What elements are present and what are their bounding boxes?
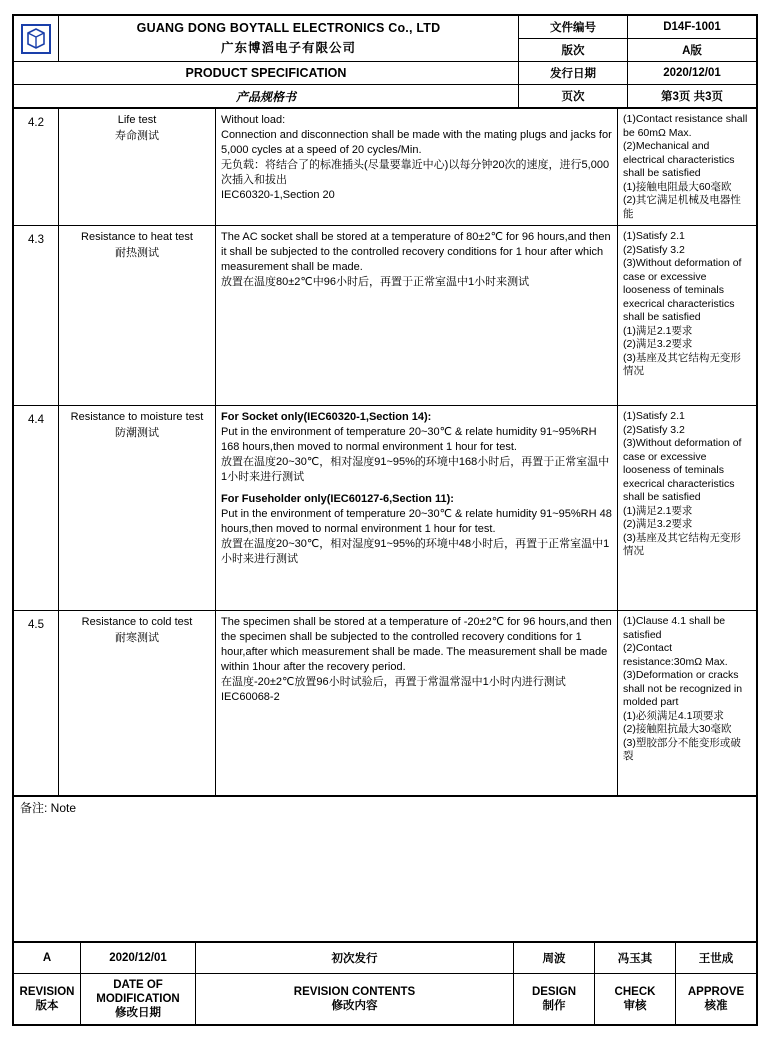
revision-date-value: 2020/12/01	[81, 943, 196, 974]
revision-label	[14, 974, 81, 1025]
test-item-name-cn: 耐寒测试	[115, 632, 159, 644]
revision-block	[13, 942, 757, 1025]
revision-label-cn: 版本	[35, 1000, 59, 1012]
test-item-name-cn: 寿命测试	[115, 130, 159, 142]
doc-no-value: D14F-1001	[628, 16, 757, 39]
test-method-paragraph: For Socket only(IEC60320-1,Section 14):	[221, 411, 432, 423]
document-header	[13, 15, 757, 108]
approve-signature: 王世成	[676, 943, 757, 974]
test-requirement-line: (2)其它满足机械及电器性能	[623, 194, 741, 220]
test-requirement-line: (3)Without deformation of case or excessive looseness of teminals execrical characteristics shall be satisfied	[623, 437, 742, 503]
revision-contents-value: 初次发行	[196, 943, 514, 974]
test-requirement-line: (3)塑胶部分不能变形或破裂	[623, 736, 741, 762]
test-item-number-text: 4.3	[28, 234, 44, 246]
test-item-name-en: Resistance to heat test	[81, 231, 193, 243]
test-requirement-line: (3)基座及其它结构无变形情况	[623, 531, 741, 557]
design-label-cn: 制作	[542, 1000, 566, 1012]
date-label	[81, 974, 196, 1025]
revision-values-row	[14, 943, 757, 974]
test-item-name-cn: 耐热测试	[115, 247, 159, 259]
test-requirement	[618, 226, 757, 406]
test-item-number-text: 4.4	[28, 414, 44, 426]
test-requirement	[618, 406, 757, 611]
test-requirement-line: (2)满足3.2要求	[623, 518, 693, 530]
test-requirement-line: (2)Satisfy 3.2	[623, 423, 685, 436]
test-item-name	[59, 406, 216, 611]
test-requirement-line: (1)Clause 4.1 shall be satisfied	[623, 615, 726, 641]
note-label	[14, 797, 757, 942]
approve-label-cn: 核准	[704, 1000, 728, 1012]
test-requirement-line: (1)Satisfy 2.1	[623, 410, 685, 422]
test-method-paragraph: Without load:	[221, 114, 286, 126]
test-method-description	[216, 226, 618, 406]
check-label-en: CHECK	[614, 986, 656, 998]
page-label: 页次	[519, 85, 628, 108]
test-item-name	[59, 611, 216, 796]
issue-date-value: 2020/12/01	[628, 62, 757, 85]
date-label-cn: 修改日期	[115, 1007, 161, 1019]
test-item-row	[14, 109, 757, 226]
boytall-logo-icon	[21, 24, 51, 54]
test-item-number-text: 4.2	[28, 117, 44, 129]
issue-date-label: 发行日期	[519, 62, 628, 85]
check-signature: 冯玉其	[595, 943, 676, 974]
test-method-paragraph: Connection and disconnection shall be made with the mating plugs and jacks for 5,000 cycles at a speed of 20 cycles/Min.	[221, 129, 612, 156]
test-method-paragraph: The AC socket shall be stored at a temperature of 80±2℃ for 96 hours,and then it shall be subjected to the controlled recovery conditions for 1 hour after which measurement shall be made.	[221, 231, 611, 273]
test-item-number-text: 4.5	[28, 619, 44, 631]
test-item-name	[59, 109, 216, 226]
test-item-name-en: Resistance to moisture test	[70, 411, 204, 423]
test-requirement-line: (2)Mechanical and electrical characteristics shall be satisfied	[623, 140, 735, 179]
company-name	[59, 16, 519, 62]
test-requirement-line: (3)Without deformation of case or excessive looseness of teminals execrical characteristics shall be satisfied	[623, 257, 742, 323]
design-label-en: DESIGN	[531, 986, 577, 998]
version-label: 版次	[519, 39, 628, 62]
document-title-cn: 产品规格书	[14, 85, 519, 108]
test-method-paragraph: IEC60068-2	[221, 691, 280, 703]
document-title-en: PRODUCT SPECIFICATION	[14, 62, 519, 85]
test-item-name-cn: 防潮测试	[115, 427, 159, 439]
test-method-description	[216, 611, 618, 796]
revision-label-en: REVISION	[19, 986, 75, 998]
approve-label-en: APPROVE	[687, 986, 745, 998]
test-method-paragraph: 放置在温度20~30℃，相对湿度91~95%的环境中48小时后，再置于正常室温中1小时来进行测试	[221, 538, 610, 565]
test-method-paragraph: For Fuseholder only(IEC60127-6,Section 11):	[221, 493, 454, 505]
doc-no-label: 文件编号	[519, 16, 628, 39]
test-item-name-en: Life test	[117, 114, 157, 126]
company-name-cn: 广东博滔电子有限公司	[220, 41, 356, 55]
page-value: 第3页 共3页	[628, 85, 757, 108]
test-requirement-line: (2)满足3.2要求	[623, 338, 693, 350]
test-method-description	[216, 109, 618, 226]
specification-sheet	[12, 14, 758, 1026]
revision-header-row	[14, 974, 757, 1025]
test-requirement-line: (1)满足2.1要求	[623, 504, 693, 517]
revision-value: A	[14, 943, 81, 974]
test-requirement-line: (3)Deformation or cracks shall not be recognized in molded part	[623, 669, 743, 708]
test-method-paragraph: 在温度-20±2℃放置96小时试验后，再置于常温常湿中1小时内进行测试	[221, 676, 566, 688]
contents-label-en: REVISION CONTENTS	[293, 986, 416, 998]
test-requirement	[618, 611, 757, 796]
test-item-row	[14, 226, 757, 406]
test-method-paragraph: 放置在温度80±2℃中96小时后，再置于正常室温中1小时来测试	[221, 276, 530, 288]
test-item-name	[59, 226, 216, 406]
test-method-paragraph: 无负载：将结合了的标准插头(尽量要靠近中心)以每分钟20次的速度，进行5,000次插入和拔出	[221, 159, 610, 186]
test-requirement-line: (1)Satisfy 2.1	[623, 230, 685, 242]
test-item-row	[14, 611, 757, 796]
company-name-en: GUANG DONG BOYTALL ELECTRONICS Co., LTD	[136, 21, 441, 35]
version-value: A版	[628, 39, 757, 62]
test-method-description	[216, 406, 618, 611]
contents-label-cn: 修改内容	[331, 1000, 378, 1012]
design-label	[514, 974, 595, 1025]
note-label-text: 备注: Note	[20, 801, 77, 815]
test-item-number	[14, 611, 59, 796]
test-item-row	[14, 406, 757, 611]
approve-label	[676, 974, 757, 1025]
test-items-table	[13, 108, 757, 796]
test-method-paragraph: The specimen shall be stored at a temperature of -20±2℃ for 96 hours,and then the specimen shall be subjected to the controlled recovery conditions for 1 hour,after which measurement shall be made. The measurement shall be made within 1hour after the recovery period.	[221, 616, 612, 673]
test-requirement-line: (1)满足2.1要求	[623, 324, 693, 337]
test-requirement-line: (1)接触电阻最大60毫欧	[623, 180, 732, 193]
test-requirement-line: (2)接触阻抗最大30毫欧	[623, 723, 732, 735]
test-item-number	[14, 226, 59, 406]
note-section	[13, 796, 757, 942]
company-logo	[14, 16, 59, 62]
test-requirement-line: (1)必须满足4.1项要求	[623, 709, 724, 722]
date-label-en: DATE OF MODIFICATION	[96, 979, 180, 1005]
test-requirement-line: (2)Contact resistance:30mΩ Max.	[623, 642, 728, 668]
test-item-name-en: Resistance to cold test	[81, 616, 193, 628]
test-requirement	[618, 109, 757, 226]
test-method-paragraph: Put in the environment of temperature 20~30℃ & relate humidity 91~95%RH 168 hours,then moved to normal environment 1 hour for test.	[221, 426, 597, 453]
check-label-cn: 审核	[623, 1000, 647, 1012]
test-requirement-line: (3)基座及其它结构无变形情况	[623, 351, 741, 377]
specification-body	[13, 108, 757, 942]
test-item-number	[14, 109, 59, 226]
test-item-number	[14, 406, 59, 611]
contents-label	[196, 974, 514, 1025]
test-requirement-line: (2)Satisfy 3.2	[623, 243, 685, 256]
test-method-paragraph: Put in the environment of temperature 20~30℃ & relate humidity 91~95%RH 48 hours,then moved to normal environment 1 hour for test.	[221, 508, 612, 535]
check-label	[595, 974, 676, 1025]
design-signature: 周波	[514, 943, 595, 974]
test-method-paragraph: IEC60320-1,Section 20	[221, 189, 335, 201]
test-requirement-line: (1)Contact resistance shall be 60mΩ Max.	[623, 113, 748, 139]
test-method-paragraph: 放置在温度20~30℃，相对湿度91~95%的环境中168小时后，再置于正常室温中1小时来进行测试	[221, 456, 610, 483]
